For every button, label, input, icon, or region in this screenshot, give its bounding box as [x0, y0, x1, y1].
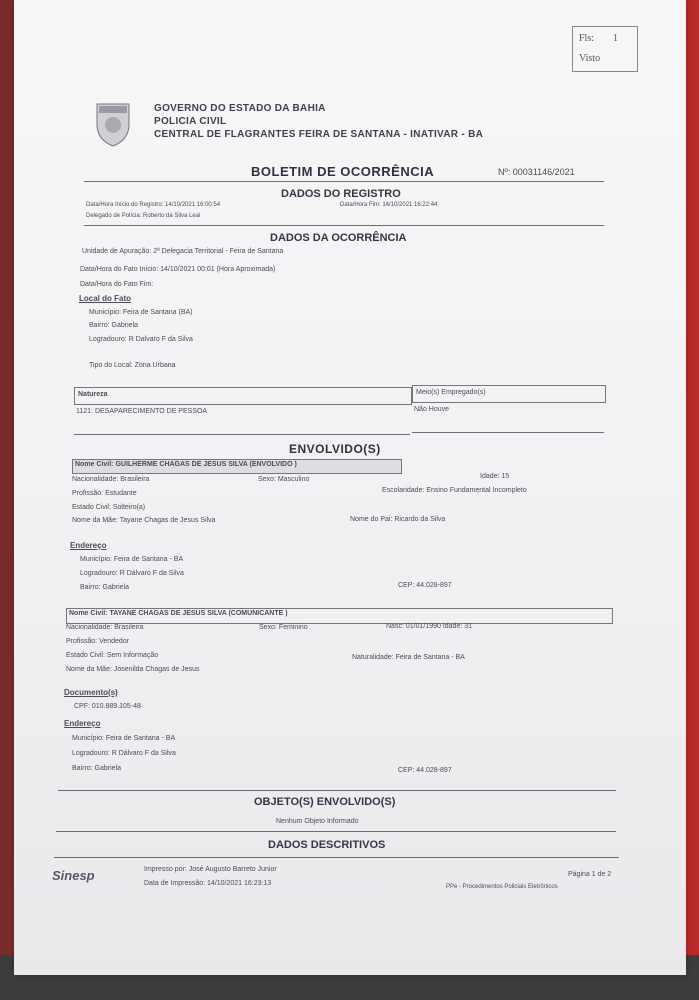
p1-municipio: Município: Feira de Santana - BA	[80, 556, 184, 563]
p1-nome: Nome Civil: GUILHERME CHAGAS DE JESUS SILVA (ENVOLVIDO )	[75, 461, 297, 468]
footer-impresso: Impresso por: José Augusto Barreto Junior	[144, 866, 277, 873]
p2-nome: Nome Civil: TAYANE CHAGAS DE JESUS SILVA (COMUNICANTE )	[69, 610, 288, 617]
document-page	[14, 0, 686, 975]
divider	[84, 225, 604, 226]
registro-fim: Data/Hora Fim: 14/10/2021 16:22:44	[340, 202, 438, 208]
p1-idade: Idade: 15	[480, 473, 510, 480]
local-bairro: Bairro: Gabriela	[89, 322, 139, 329]
ocorrencia-fato-fim: Data/Hora do Fato Fim:	[80, 281, 154, 288]
divider	[74, 434, 410, 435]
divider	[84, 181, 604, 182]
divider	[412, 432, 604, 433]
p1-mae: Nome da Mãe: Tayane Chagas de Jesus Silva	[72, 517, 216, 524]
p1-endereco-title: Endereço	[70, 541, 107, 550]
p1-cep: CEP: 44.028-897	[398, 582, 452, 589]
p1-sexo: Sexo: Masculino	[258, 476, 310, 483]
header-line-1: GOVERNO DO ESTADO DA BAHIA	[154, 103, 326, 114]
p1-bairro: Bairro: Gabriela	[80, 584, 130, 591]
local-title: Local do Fato	[79, 294, 131, 303]
p2-sexo: Sexo: Feminino	[259, 624, 308, 631]
sinesp-logo: Sinesp	[52, 868, 95, 883]
local-tipo: Tipo do Local: Zona Urbana	[89, 362, 176, 369]
header-line-3: CENTRAL DE FLAGRANTES FEIRA DE SANTANA - INATIVAR - BA	[154, 129, 484, 140]
registro-title: DADOS DO REGISTRO	[281, 188, 401, 200]
fls-label: Fls:	[579, 33, 595, 44]
footer-pagina: Página 1 de 2	[568, 871, 612, 878]
p1-estado-civil: Estado Civil: Solteiro(a)	[72, 504, 146, 511]
footer-data: Data de Impressão: 14/10/2021 16:23:13	[144, 880, 272, 887]
divider	[56, 831, 616, 832]
visto-label: Visto	[579, 53, 601, 64]
divider	[54, 857, 619, 858]
p2-documento-title: Documento(s)	[64, 688, 118, 697]
doc-title: BOLETIM DE OCORRÊNCIA	[251, 164, 435, 179]
p1-pai: Nome do Pai: Ricardo da Silva	[350, 516, 446, 523]
registro-inicio: Data/Hora Início do Registro: 14/10/2021 16:00:54	[86, 202, 221, 208]
p1-profissao: Profissão: Estudante	[72, 490, 137, 497]
footer-sistema: PPe - Procedimentos Policiais Eletrônicos	[446, 884, 558, 890]
natureza-label: Natureza	[78, 391, 108, 398]
fls-number: 1	[613, 33, 618, 44]
fls-stamp-box	[572, 26, 638, 72]
ocorrencia-unidade: Unidade de Apuração: 2ª Delegacia Territorial - Feira de Santana	[82, 248, 284, 255]
natureza-item: 1121: DESAPARECIMENTO DE PESSOA	[76, 408, 208, 415]
natureza-header-box	[74, 387, 412, 405]
descritivos-title: DADOS DESCRITIVOS	[268, 839, 386, 851]
ocorrencia-title: DADOS DA OCORRÊNCIA	[270, 232, 407, 244]
local-logradouro: Logradouro: R Dalvaro F da Silva	[89, 336, 193, 343]
p2-endereco-title: Endereço	[64, 719, 101, 728]
p2-municipio: Município: Feira de Santana - BA	[72, 735, 176, 742]
p2-bairro: Bairro: Gabriela	[72, 765, 122, 772]
p2-estado-civil: Estado Civil: Sem Informação	[66, 652, 159, 659]
objetos-title: OBJETO(S) ENVOLVIDO(S)	[254, 796, 396, 808]
divider	[58, 790, 616, 791]
p1-nacionalidade: Nacionalidade: Brasileira	[72, 476, 150, 483]
doc-number: Nº: 00031146/2021	[498, 167, 575, 177]
p2-cep: CEP: 44.028-897	[398, 767, 452, 774]
objetos-none: Nenhum Objeto Informado	[276, 818, 359, 825]
meio-value: Não Houve	[414, 406, 450, 413]
p2-nasc: Nasc: 01/01/1990 Idade: 31	[386, 623, 473, 630]
local-municipio: Município: Feira de Santana (BA)	[89, 309, 193, 316]
envolvidos-title: ENVOLVIDO(S)	[289, 442, 381, 456]
p2-nacionalidade: Nacionalidade: Brasileira	[66, 624, 144, 631]
p2-profissao: Profissão: Vendedor	[66, 638, 130, 645]
p2-mae: Nome da Mãe: Josenilda Chagas de Jesus	[66, 666, 200, 673]
p2-naturalidade: Naturalidade: Feira de Santana - BA	[352, 654, 465, 661]
p2-logradouro: Logradouro: R Dálvaro F da Silva	[72, 750, 176, 757]
meio-label: Meio(s) Empregado(s)	[416, 389, 486, 396]
police-badge-icon	[93, 98, 133, 148]
ocorrencia-fato-inicio: Data/Hora do Fato Início: 14/10/2021 00:01 (Hora Aproximada)	[80, 266, 276, 273]
header-line-2: POLICIA CIVIL	[154, 116, 227, 127]
p2-cpf: CPF: 010.889.105-48	[74, 703, 141, 710]
p1-escolaridade: Escolaridade: Ensino Fundamental Incompleto	[382, 487, 527, 494]
registro-delegado: Delegado de Polícia: Roberto da Silva Leal	[86, 213, 201, 219]
p1-logradouro: Logradouro: R Dálvaro F da Silva	[80, 570, 184, 577]
